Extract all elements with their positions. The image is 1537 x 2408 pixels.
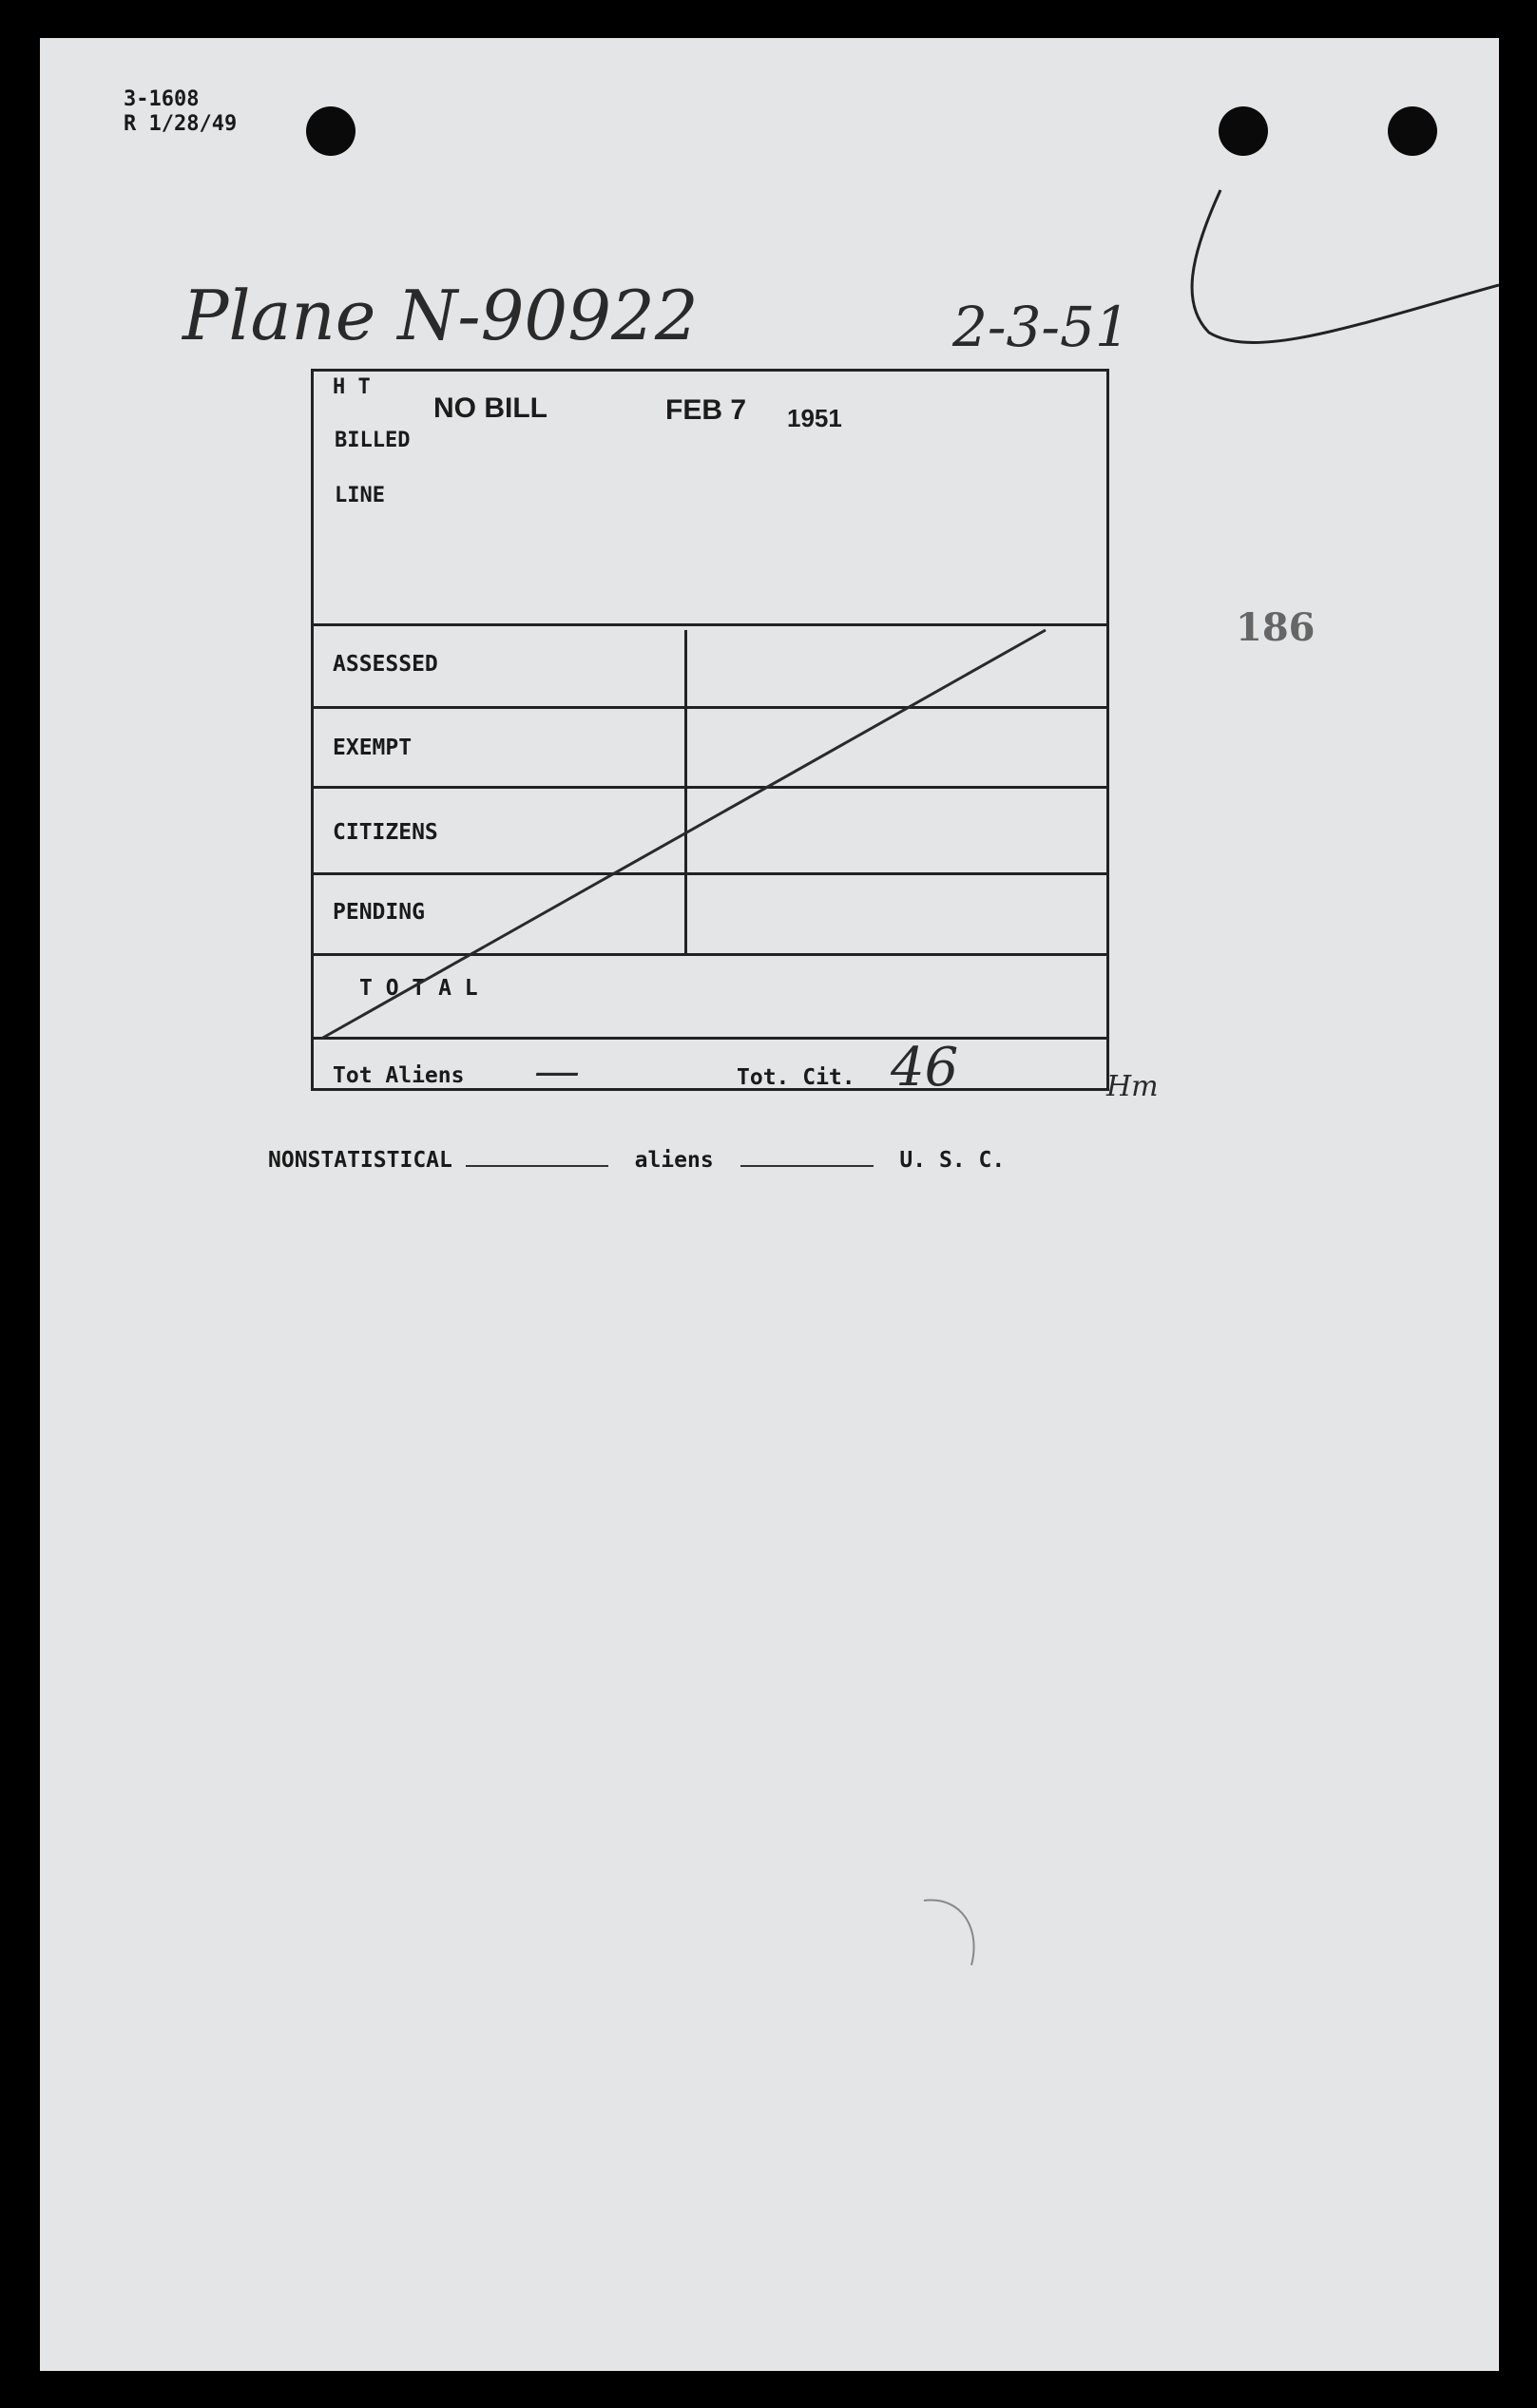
punch-hole-left [306,106,355,156]
stamp-year: 1951 [787,404,842,432]
tot-aliens-value: — [534,1044,580,1098]
header-label-line: LINE [335,484,385,507]
document-page [40,38,1499,2371]
usc-label: U. S. C. [899,1148,1006,1173]
row-label-citizens: CITIZENS [333,820,438,845]
nonstatistical-line [268,1148,1005,1173]
faint-pen-mark [914,1891,990,1977]
handwritten-plane-number: Plane N-90922 [183,276,699,355]
handwritten-date: 2-3-51 [952,295,1130,359]
row-label-pending: PENDING [333,900,425,925]
tot-cit-value: 46 [891,1037,959,1099]
total-label: T O T A L [359,976,478,1001]
initials: Hm [1106,1070,1159,1103]
nonstatistical-label: NONSTATISTICAL [268,1148,452,1173]
nonstatistical-blank [466,1165,608,1167]
cancel-strike-line [314,372,1106,1088]
stamp-date: FEB 7 [665,394,747,426]
form-revision: R 1/28/49 [124,112,238,136]
row-label-assessed: ASSESSED [333,652,438,677]
stamp-no-bill: NO BILL [433,392,548,424]
tot-aliens-label: Tot Aliens [333,1063,465,1088]
pen-stroke [1171,143,1499,390]
page-number: 186 [1236,605,1316,650]
statistics-form-box [311,369,1109,1099]
tot-cit-label: Tot. Cit. [737,1065,855,1090]
aliens-label: aliens [634,1148,714,1173]
header-label-billed: BILLED [335,429,411,452]
row-label-exempt: EXEMPT [333,736,413,760]
aliens-blank [740,1165,874,1167]
header-label-ht: H T [333,375,371,399]
form-number: 3-1608 [124,87,200,111]
